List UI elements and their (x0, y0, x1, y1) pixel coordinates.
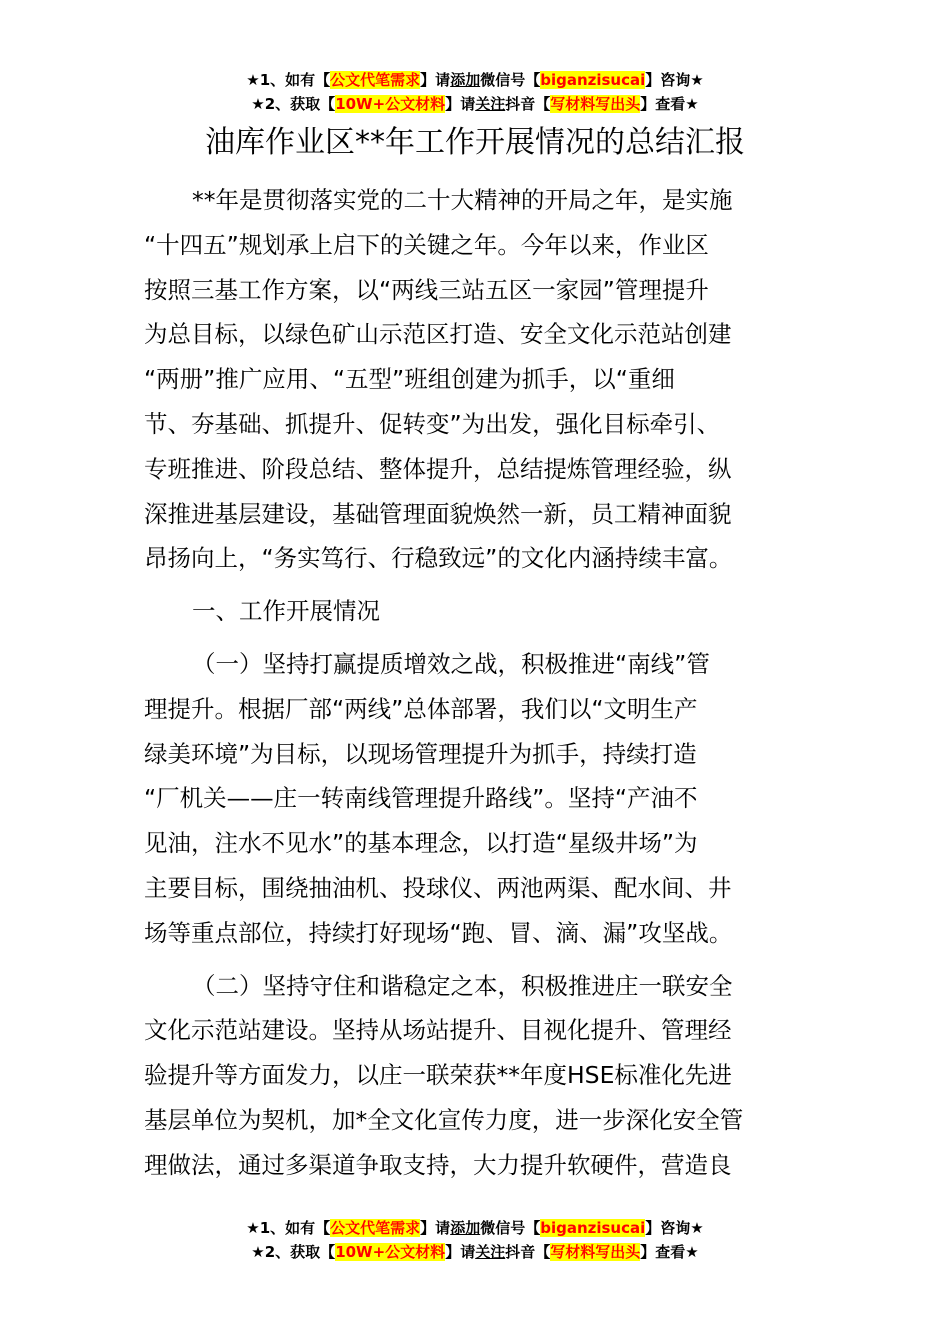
intro-line: 为总目标，以绿色矿山示范区打造、安全文化示范站创建 (144, 320, 732, 349)
paragraph-1 (144, 642, 809, 956)
paragraph-line: （二）坚持守住和谐稳定之本，积极推进庄一联安全 (192, 971, 733, 1000)
banner-line-2-suffix: 】查看★ (640, 95, 699, 113)
banner-line-1-mid2: 微信号【 (480, 71, 541, 89)
paragraph-line: “厂机关——庄一转南线管理提升路线”。坚持“产油不 (144, 784, 698, 813)
paragraph-line: 见油，注水不见水”的基本理念，以打造“星级井场”为 (144, 829, 698, 858)
paragraph-line: 理提升。根据厂部“两线”总体部署，我们以“文明生产 (144, 694, 698, 723)
banner-line-2 (0, 92, 950, 116)
banner-line-2 (0, 1240, 950, 1264)
paragraph-line: 理做法，通过多渠道争取支持，大力提升软硬件，营造良 (144, 1150, 732, 1179)
banner-line-1-underline: 添加 (450, 71, 481, 89)
banner-line-1-mid: 】请 (420, 71, 451, 89)
banner-line-1 (0, 1216, 950, 1240)
intro-line: **年是贯彻落实党的二十大精神的开局之年，是实施 (192, 186, 733, 214)
document-title: 油库作业区**年工作开展情况的总结汇报 (205, 125, 745, 160)
banner-line-2-highlight-douyin: 写材料写出头 (550, 1243, 641, 1261)
intro-line: “两册”推广应用、“五型”班组创建为抓手，以“重细 (144, 365, 675, 394)
banner-line-2-mid: 】请 (445, 95, 476, 113)
banner-line-1-highlight-wechat: biganzisucai (540, 1219, 646, 1237)
banner-line-2-mid2: 抖音【 (505, 1243, 551, 1261)
banner-line-1 (0, 68, 950, 92)
banner-line-1-highlight-wechat: biganzisucai (540, 71, 646, 89)
banner-line-2-suffix: 】查看★ (640, 1243, 699, 1261)
banner-line-1-suffix: 】咨询★ (645, 71, 704, 89)
intro-line: 深推进基层建设，基础管理面貌焕然一新，员工精神面貌 (144, 499, 732, 528)
footer-banner (0, 1216, 950, 1264)
paragraph-line: 验提升等方面发力，以庄一联荣获**年度HSE标准化先进 (144, 1061, 732, 1090)
banner-line-1-suffix: 】咨询★ (645, 1219, 704, 1237)
paragraph-line: 主要目标，围绕抽油机、投球仪、两池两渠、配水间、井 (144, 873, 732, 902)
banner-line-1-mid2: 微信号【 (480, 1219, 541, 1237)
banner-line-1-mid: 】请 (420, 1219, 451, 1237)
paragraph-2 (144, 964, 809, 1188)
intro-line: 节、夯基础、抓提升、促转变”为出发，强化目标牵引、 (144, 409, 721, 438)
intro-line: “十四五”规划承上启下的关键之年。今年以来，作业区 (144, 230, 709, 259)
header-banner (0, 68, 950, 116)
paragraph-line: 文化示范站建设。坚持从场站提升、目视化提升、管理经 (144, 1016, 732, 1045)
banner-line-1-highlight-service: 公文代笔需求 (330, 71, 421, 89)
banner-line-2-mid: 】请 (445, 1243, 476, 1261)
banner-line-2-highlight-materials: 10W+公文材料 (335, 1243, 446, 1261)
paragraph-line: 绿美环境”为目标，以现场管理提升为抓手，持续打造 (144, 739, 697, 768)
banner-line-1-prefix: ★1、如有【 (246, 1219, 331, 1237)
banner-line-2-underline: 关注 (475, 1243, 506, 1261)
intro-line: 昂扬向上，“务实笃行、行稳致远”的文化内涵持续丰富。 (144, 544, 733, 573)
paragraph-line: （一）坚持打赢提质增效之战，积极推进“南线”管 (192, 649, 710, 678)
banner-line-1-underline: 添加 (450, 1219, 481, 1237)
banner-line-2-highlight-materials: 10W+公文材料 (335, 95, 446, 113)
section-heading: 一、工作开展情况 (192, 597, 380, 626)
intro-line: 按照三基工作方案，以“两线三站五区一家园”管理提升 (144, 275, 709, 304)
intro-line: 专班推进、阶段总结、整体提升，总结提炼管理经验，纵 (144, 454, 732, 483)
paragraph-line: 场等重点部位，持续打好现场“跑、冒、滴、漏”攻坚战。 (144, 918, 733, 947)
banner-line-2-mid2: 抖音【 (505, 95, 551, 113)
intro-paragraph (144, 178, 809, 581)
document-body (144, 178, 809, 1188)
banner-line-2-prefix: ★2、获取【 (251, 95, 336, 113)
paragraph-line: 基层单位为契机，加*全文化宣传力度，进一步深化安全管 (144, 1105, 744, 1134)
banner-line-1-prefix: ★1、如有【 (246, 71, 331, 89)
banner-line-1-highlight-service: 公文代笔需求 (330, 1219, 421, 1237)
banner-line-2-highlight-douyin: 写材料写出头 (550, 95, 641, 113)
banner-line-2-prefix: ★2、获取【 (251, 1243, 336, 1261)
banner-line-2-underline: 关注 (475, 95, 506, 113)
